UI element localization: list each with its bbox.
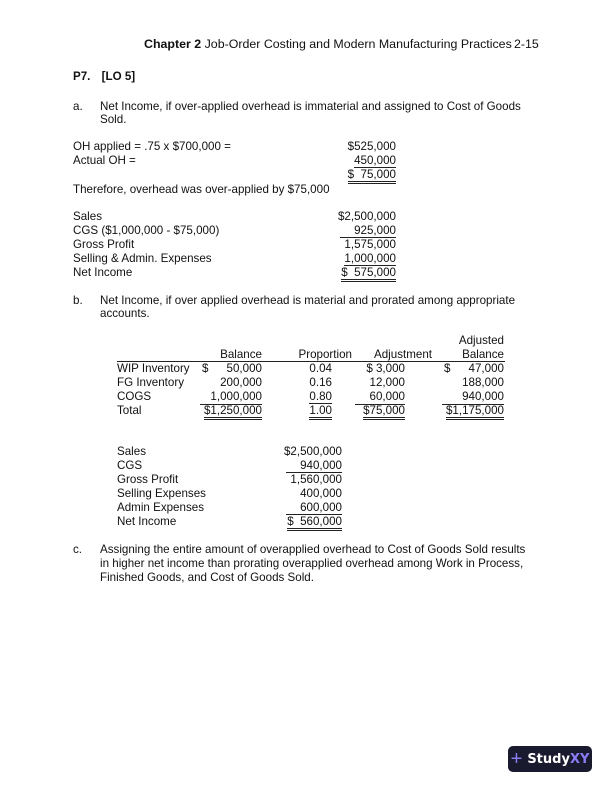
part-a-text-1: Net Income, if over-applied overhead is immaterial and assigned to Cost of Goods [100,100,521,113]
row-cogs-balance: 1,000,000 [200,390,262,405]
b-selling-label: Selling Expenses [117,487,206,500]
row-fg-adjusted: 188,000 [462,376,504,389]
a-net-income-label: Net Income [73,266,133,279]
row-wip-account: WIP Inventory [117,362,190,375]
problem-label: P7. [73,70,91,83]
row-total-adjustment: $75,000 [363,404,405,420]
logo-text: StudyXY [527,751,590,767]
chapter-number: Chapter 2 [144,37,202,51]
part-b-letter: b. [73,294,83,307]
oh-applied-label: OH applied = .75 x $700,000 = [73,140,231,153]
over-applied-conclusion: Therefore, overhead was over-applied by $75,000 [73,183,330,196]
row-wip-proportion: 0.04 [309,362,332,375]
part-b-text-2: accounts. [100,307,150,320]
th-balance: Balance [220,348,262,361]
a-sales-value: $2,500,000 [337,210,396,223]
row-total-account: Total [117,404,142,417]
actual-oh-value: 450,000 [354,154,396,167]
part-c-line-3: Finished Goods, and Cost of Goods Sold. [100,571,314,584]
plus-icon: + [510,748,523,770]
learning-objective: [LO 5] [101,70,136,83]
row-wip-adjusted: 47,000 [468,362,504,375]
row-wip-adj-sign: $ [444,362,451,375]
b-sales-label: Sales [117,445,147,458]
th-adjusted-balance: Balance [462,348,504,361]
a-sga-value: 1,000,000 [344,252,396,265]
a-sales-label: Sales [73,210,103,223]
row-wip-balance: 50,000 [226,362,262,375]
chapter-title: Job-Order Costing and Modern Manufacturing Practices [204,37,512,51]
row-fg-balance: 200,000 [220,376,262,389]
actual-oh-label: Actual OH = [73,154,136,167]
a-gross-profit-value: 1,575,000 [344,238,396,251]
row-fg-adjustment: 12,000 [369,376,405,389]
a-sga-label: Selling & Admin. Expenses [73,252,212,265]
b-gross-profit-value: 1,560,000 [290,473,342,486]
b-admin-label: Admin Expenses [117,501,204,514]
oh-applied-value: $525,000 [347,140,396,153]
part-a-text-2: Sold. [100,113,127,126]
page-number: 2-15 [514,37,539,51]
row-total-adjusted: $1,175,000 [446,404,504,420]
part-a-letter: a. [73,100,83,113]
b-net-income-label: Net Income [117,515,177,528]
problem-title [73,70,135,84]
part-c-line-2: in higher net income than prorating overapplied overhead among Work in Process, [100,557,524,570]
b-net-income-value: $ 560,000 [287,515,342,531]
row-wip-bal-sign: $ [202,362,209,375]
row-cogs-proportion: 0.80 [309,390,332,403]
part-c-line-1: Assigning the entire amount of overapplied overhead to Cost of Goods Sold results [100,543,526,556]
chapter-header [144,37,512,51]
row-fg-proportion: 0.16 [309,376,332,389]
b-selling-value: 400,000 [300,487,342,500]
b-gross-profit-label: Gross Profit [117,473,179,486]
th-proportion: Proportion [298,348,352,361]
th-adjustment: Adjustment [374,348,432,361]
part-b-text-1: Net Income, if over applied overhead is material and prorated among appropriate [100,294,516,307]
row-cogs-account: COGS [117,390,152,403]
a-cgs-value: 925,000 [340,224,396,238]
b-admin-value: 600,000 [286,501,342,515]
row-fg-account: FG Inventory [117,376,185,389]
row-cogs-adjustment: 60,000 [355,390,405,405]
a-cgs-label: CGS ($1,000,000 - $75,000) [73,224,220,237]
studyxy-logo[interactable] [508,746,592,772]
a-gross-profit-label: Gross Profit [73,238,135,251]
b-sales-value: $2,500,000 [283,445,342,458]
over-applied-value: $ 75,000 [348,168,396,184]
th-adjusted: Adjusted [458,334,504,347]
b-cgs-label: CGS [117,459,143,472]
row-total-balance: $1,250,000 [204,404,262,420]
row-cogs-adjusted: 940,000 [442,390,504,405]
part-c-letter: c. [73,543,83,556]
b-cgs-value: 940,000 [286,459,342,473]
row-wip-adjustment: $ 3,000 [366,362,405,375]
row-total-proportion: 1.00 [309,404,332,420]
a-net-income-value: $ 575,000 [341,266,396,282]
